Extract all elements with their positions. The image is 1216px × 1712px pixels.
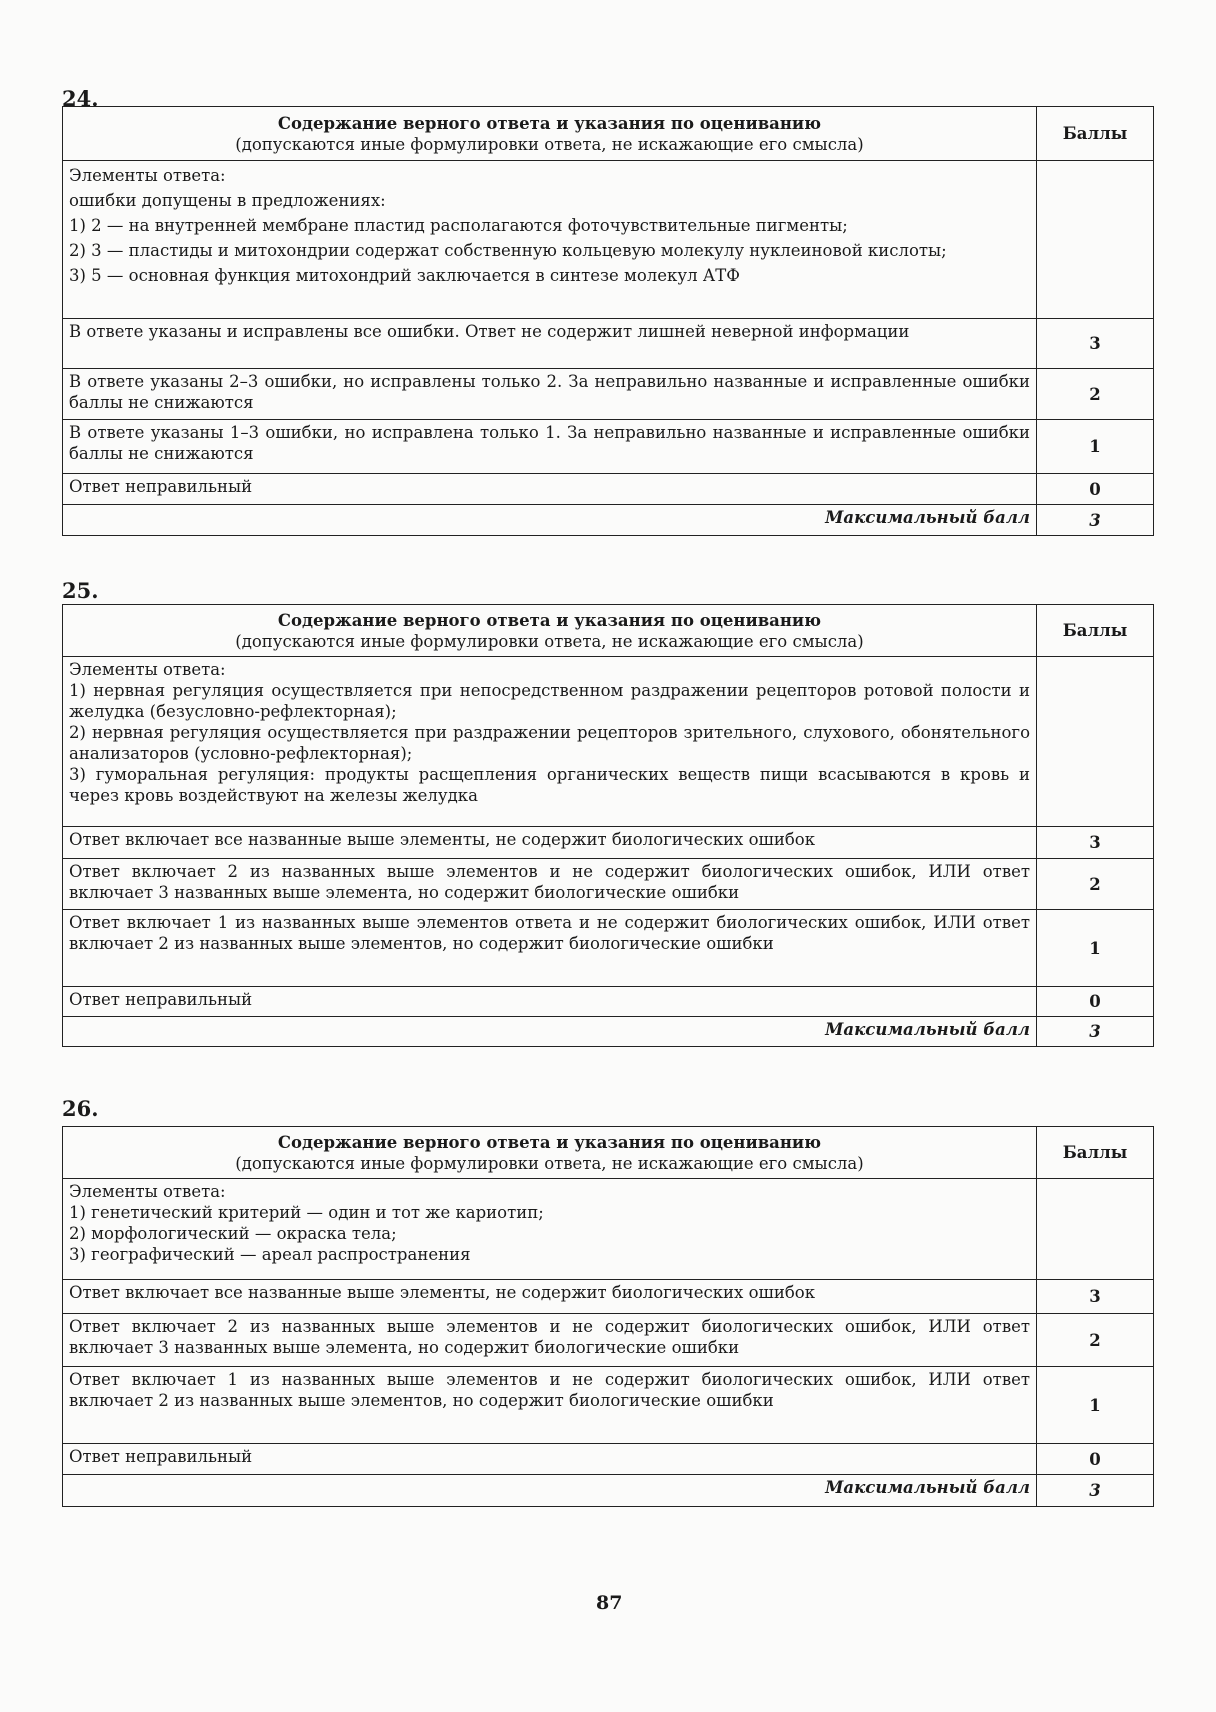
criterion-row (63, 1444, 1154, 1475)
criterion-text: Ответ включает 2 из названных выше элементов и не содержит биологических ошибок, ИЛИ ответ включает 3 названных выше элемента, но содержит биологические ошибки (63, 859, 1037, 910)
criterion-text: В ответе указаны 1–3 ошибки, но исправлена только 1. За неправильно названные и исправленные ошибки баллы не снижаются (63, 420, 1037, 474)
answer-element: Элементы ответа: (69, 166, 226, 185)
empty-points-cell (1037, 161, 1154, 319)
criterion-points: 0 (1037, 474, 1154, 505)
criterion-row (63, 1367, 1154, 1444)
criterion-text: Ответ неправильный (63, 1444, 1037, 1475)
criterion-row (63, 369, 1154, 420)
criterion-points: 1 (1037, 910, 1154, 987)
criterion-points: 0 (1037, 1444, 1154, 1475)
max-score-row (63, 1475, 1154, 1507)
criteria-table (62, 604, 1154, 1047)
table-header-row (63, 1127, 1154, 1179)
table-header-row (63, 605, 1154, 657)
criteria-table (62, 106, 1154, 536)
answer-elements-row (63, 657, 1154, 827)
answer-element: 3) 5 — основная функция митохондрий заключается в синтезе молекул АТФ (69, 266, 740, 285)
header-cell (63, 605, 1037, 657)
criterion-row (63, 910, 1154, 987)
page-number: 87 (596, 1592, 623, 1614)
answer-elements-cell (63, 1179, 1037, 1280)
max-score-value: 3 (1037, 1017, 1154, 1047)
criterion-points: 2 (1037, 859, 1154, 910)
criterion-row (63, 1280, 1154, 1314)
criterion-text: Ответ включает 2 из названных выше элементов и не содержит биологических ошибок, ИЛИ ответ включает 3 названных выше элемента, но содержит биологические ошибки (63, 1314, 1037, 1367)
empty-points-cell (1037, 1179, 1154, 1280)
criterion-points: 1 (1037, 420, 1154, 474)
answer-element: 1) генетический критерий — один и тот же кариотип; (69, 1203, 544, 1222)
answer-element: 2) нервная регуляция осуществляется при раздражении рецепторов зрительного, слухового, обонятельного анализаторов (условно-рефлекторная); (69, 723, 1030, 763)
criterion-points: 3 (1037, 319, 1154, 369)
criterion-text: Ответ включает 1 из названных выше элементов и не содержит биологических ошибок, ИЛИ ответ включает 2 из названных выше элементов, но содержит биологические ошибки (63, 1367, 1037, 1444)
points-header: Баллы (1037, 107, 1154, 161)
criterion-points: 3 (1037, 1280, 1154, 1314)
max-score-row (63, 1017, 1154, 1047)
header-title: Содержание верного ответа и указания по оцениванию (277, 1132, 822, 1152)
criterion-text: Ответ неправильный (63, 987, 1037, 1017)
criterion-row (63, 827, 1154, 859)
criterion-row (63, 859, 1154, 910)
answer-element: 3) географический — ареал распространения (69, 1245, 471, 1264)
answer-element: 3) гуморальная регуляция: продукты расщепления органических веществ пищи всасываются в кровь и через кровь воздействуют на железы желудка (69, 765, 1030, 805)
criterion-text: Ответ включает все названные выше элементы, не содержит биологических ошибок (63, 827, 1037, 859)
points-header: Баллы (1037, 605, 1154, 657)
table-header-row (63, 107, 1154, 161)
answer-element: ошибки допущены в предложениях: (69, 191, 386, 210)
question-number: 26. (62, 1096, 99, 1121)
header-title: Содержание верного ответа и указания по оцениванию (277, 610, 822, 630)
criterion-points: 2 (1037, 1314, 1154, 1367)
answer-element: Элементы ответа: (69, 1182, 226, 1201)
criterion-row (63, 319, 1154, 369)
criterion-row (63, 987, 1154, 1017)
header-subtitle: (допускаются иные формулировки ответа, не искажающие его смысла) (235, 134, 864, 154)
criteria-table (62, 1126, 1154, 1507)
max-score-value: 3 (1037, 1475, 1154, 1507)
max-score-label: Максимальный балл (63, 505, 1037, 536)
empty-points-cell (1037, 657, 1154, 827)
question-number: 25. (62, 578, 99, 603)
answer-elements-row (63, 161, 1154, 319)
answer-element: 1) 2 — на внутренней мембране пластид располагаются фоточувствительные пигменты; (69, 216, 848, 235)
criterion-text: Ответ неправильный (63, 474, 1037, 505)
answer-elements-cell (63, 657, 1037, 827)
header-title: Содержание верного ответа и указания по оцениванию (277, 113, 822, 133)
criterion-row (63, 420, 1154, 474)
header-cell (63, 1127, 1037, 1179)
max-score-label: Максимальный балл (63, 1475, 1037, 1507)
header-subtitle: (допускаются иные формулировки ответа, не искажающие его смысла) (235, 631, 864, 651)
answer-element: 1) нервная регуляция осуществляется при непосредственном раздражении рецепторов ротовой полости и желудка (безусловно-рефлекторная); (69, 681, 1030, 721)
criterion-row (63, 1314, 1154, 1367)
criterion-text: В ответе указаны и исправлены все ошибки. Ответ не содержит лишней неверной информации (63, 319, 1037, 369)
answer-element: Элементы ответа: (69, 660, 226, 679)
criterion-points: 1 (1037, 1367, 1154, 1444)
criterion-points: 3 (1037, 827, 1154, 859)
header-subtitle: (допускаются иные формулировки ответа, не искажающие его смысла) (235, 1153, 864, 1173)
criterion-text: Ответ включает все названные выше элементы, не содержит биологических ошибок (63, 1280, 1037, 1314)
max-score-value: 3 (1037, 505, 1154, 536)
criterion-points: 2 (1037, 369, 1154, 420)
criterion-text: Ответ включает 1 из названных выше элементов ответа и не содержит биологических ошибок, ИЛИ ответ включает 2 из названных выше элементов, но содержит биологические ошибки (63, 910, 1037, 987)
answer-element: 2) морфологический — окраска тела; (69, 1224, 397, 1243)
max-score-row (63, 505, 1154, 536)
points-header: Баллы (1037, 1127, 1154, 1179)
answer-element: 2) 3 — пластиды и митохондрии содержат собственную кольцевую молекулу нуклеиновой кислоты; (69, 241, 947, 260)
criterion-text: В ответе указаны 2–3 ошибки, но исправлены только 2. За неправильно названные и исправленные ошибки баллы не снижаются (63, 369, 1037, 420)
header-cell (63, 107, 1037, 161)
answer-elements-row (63, 1179, 1154, 1280)
answer-elements-cell (63, 161, 1037, 319)
criterion-points: 0 (1037, 987, 1154, 1017)
criterion-row (63, 474, 1154, 505)
max-score-label: Максимальный балл (63, 1017, 1037, 1047)
question-number: 24. (62, 86, 99, 111)
